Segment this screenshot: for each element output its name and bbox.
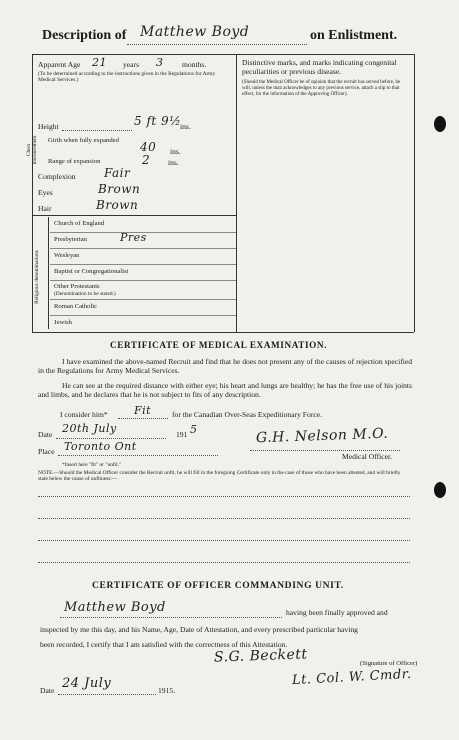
medical-year-value: 5 [190,423,198,436]
range-unit: ins. [168,158,179,167]
religion-wesleyan: Wesleyan [54,252,80,259]
range-label: Range of expansion [48,158,101,165]
medical-place-label: Place [38,447,55,456]
unfit-line-4 [38,562,410,563]
religion-other-protestants: Other Protestants [54,283,100,290]
recruit-name: Matthew Boyd [140,24,250,40]
age-years-value: 21 [92,56,107,69]
religion-top-rule [32,215,236,216]
medical-place-value: Toronto Ont [64,440,137,453]
marks-note: (Should the Medical Officer be of opinion that the recruit has served before, he will, unless the man acknowledges to any previous service, attach a slip to that effect, for the information of the Approving Officer). [242,80,401,97]
medical-date-value: 20th July [62,422,117,435]
religion-jewish: Jewish [54,319,72,326]
complexion-value: Fair [104,166,131,180]
medical-officer-label: Medical Officer. [342,452,393,461]
medical-signature-line [250,450,400,451]
hair-label: Hair [38,204,52,213]
marks-heading: Distinctive marks, and marks indicating congenital peculiarities or previous disease. [242,58,397,76]
religion-side-label: Religious denominations [34,250,40,304]
medical-year-prefix: 191 [176,430,188,439]
girth-value: 40 [140,140,157,154]
other-protestants-note: (Denomination to be stated.) [54,291,116,297]
consider-value: Fit [134,404,152,417]
punch-hole-bottom [434,482,446,498]
consider-prefix: I consider him* [60,410,108,419]
religion-rule-3 [50,264,236,265]
medical-heading: CERTIFICATE OF MEDICAL EXAMINATION. [110,340,328,350]
punch-hole-top [434,116,446,132]
commanding-name-line [60,617,282,618]
age-note: (To be determined according to the instructions given in the Regulations for Army Medical Services.) [38,71,216,84]
commanding-date-label: Date [40,686,55,695]
commanding-date-value: 24 July [62,676,112,691]
religion-rule-2 [50,248,236,249]
medical-note: NOTE.—Should the Medical Officer consider the Recruit unfit, he will fill in the foregoing Certificate only in the case of those who have been attested, and will briefly state below the cause of unfitness:— [38,470,401,483]
commanding-line-3: been recorded, I certify that I am satisfied with the correctness of this Attestation. [40,640,288,649]
medical-para-2: He can see at the required distance with either eye; his heart and lungs are healthy; he has the free use of his joints and limbs, and he declares that he is not subject to fits of any description. [38,381,412,400]
religion-mark: Pres [120,231,147,244]
height-value: 5 ft 9½ [134,114,182,128]
unfit-line-3 [38,540,410,541]
height-unit: ins. [180,122,191,131]
medical-date-label: Date [38,430,53,439]
consider-suffix: for the Canadian Over-Seas Expeditionary Force. [172,410,322,419]
chest-label: Chest measurement [26,135,39,165]
religion-roman-catholic: Roman Catholic [54,303,98,310]
form-right-rule [414,54,415,332]
range-value: 2 [142,153,151,167]
religion-presbyterian: Presbyterian [54,236,87,243]
years-label: years [123,60,140,69]
commanding-heading: CERTIFICATE OF OFFICER COMMANDING UNIT. [92,580,344,591]
religion-bracket [48,217,49,329]
hair-value: Brown [96,198,139,212]
page-title [42,28,126,44]
age-months-value: 3 [156,56,164,69]
medical-date-dots [56,438,166,439]
form-top-rule [32,54,414,55]
girth-label: Girth when fully expanded [48,137,119,144]
eyes-value: Brown [98,182,141,196]
commanding-date-dots [58,694,156,695]
consider-dots [118,418,168,419]
column-divider [236,54,237,332]
form-left-rule [32,54,33,332]
medical-place-dots [58,455,218,456]
girth-unit: ins. [170,147,181,156]
unfit-line-1 [38,496,410,497]
title-suffix: on Enlistment. [310,28,398,43]
commanding-officer-signature: S.G. Beckett [213,646,308,666]
signature-of-officer-label: (Signature of Officer) [360,660,418,667]
commanding-line-2: inspected by me this day, and his Name, Age, Date of Attestation, and every prescribed particular having [40,625,358,634]
religion-church-of-england: Church of England [54,220,105,227]
complexion-label: Complexion [38,172,76,181]
height-dots [62,130,132,131]
commanding-recruit-name: Matthew Boyd [64,600,166,615]
religion-rule-6 [50,315,236,316]
apparent-age-label: Apparent Age [38,60,81,69]
title-prefix: Description of [42,28,127,43]
unfit-line-2 [38,518,410,519]
medical-para-1: I have examined the above-named Recruit and find that he does not present any of the causes of rejection specified in the Regulations for Army Medical Services. [38,357,412,376]
height-label: Height [38,122,59,131]
title-name-line [127,44,307,45]
months-label: months. [182,60,207,69]
medical-officer-signature: G.H. Nelson M.O. [255,425,389,447]
commanding-line-1-suffix: having been finally approved and [286,608,388,617]
religion-baptist: Baptist or Congregationalist [54,268,129,275]
medical-footnote: *Insert here "fit" or "unfit." [62,462,122,468]
commanding-rank-signature: Lt. Col. W. Cmdr. [291,666,412,689]
religion-rule-4 [50,280,236,281]
religion-rule-5 [50,299,236,300]
commanding-year: 1915. [158,686,176,695]
eyes-label: Eyes [38,188,53,197]
form-bottom-rule [32,332,414,333]
